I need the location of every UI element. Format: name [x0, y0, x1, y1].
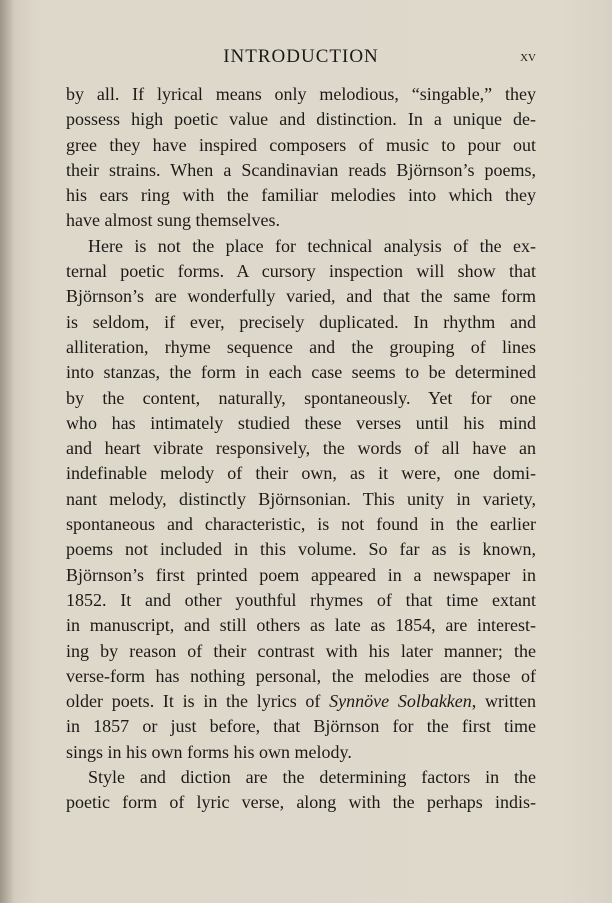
text-line: Björnson’s first printed poem appeared in a newspaper in — [66, 564, 536, 585]
text-line: is seldom, if ever, precisely duplicated. In rhythm and — [66, 311, 536, 332]
text-line: possess high poetic value and distinction. In a unique de- — [66, 109, 536, 130]
text-line: alliteration, rhyme sequence and the grouping of lines — [66, 336, 536, 357]
gutter-shadow — [0, 0, 14, 903]
text-line: Björnson’s are wonderfully varied, and that the same form — [66, 286, 536, 307]
text-line: into stanzas, the form in each case seems to be determined — [66, 362, 536, 383]
text-line: by the content, naturally, spontaneously. Yet for one — [66, 387, 536, 408]
text-line: indefinable melody of their own, as it were, one domi- — [66, 463, 536, 484]
novel-title: Synnöve Solbakken — [329, 691, 472, 712]
line-post: , written — [471, 691, 536, 712]
text-line: his ears ring with the familiar melodies into which they — [66, 185, 536, 206]
running-title: INTRODUCTION — [223, 46, 379, 67]
text-line-with-title — [66, 689, 536, 714]
text-line: have almost sung themselves. — [66, 210, 280, 231]
text-line: nant melody, distinctly Björnsonian. This unity in variety, — [66, 488, 536, 509]
text-line: by all. If lyrical means only melodious, “singable,” they — [66, 84, 536, 104]
text-line: ing by reason of their contrast with his later manner; the — [66, 640, 536, 661]
page-number: xv — [520, 48, 536, 65]
text-line: in manuscript, and still others as late as 1854, are interest- — [66, 615, 536, 636]
text-line: 1852. It and other youthful rhymes of that time extant — [66, 589, 536, 610]
text-line: gree they have inspired composers of music to pour out — [66, 134, 536, 155]
body-text — [66, 82, 536, 816]
text-line: in 1857 or just before, that Björnson for the first time — [66, 716, 536, 737]
text-line: Here is not the place for technical analysis of the ex- — [88, 235, 536, 256]
text-line: Style and diction are the determining factors in the — [88, 767, 536, 788]
text-line: poetic form of lyric verse, along with the perhaps indis- — [66, 792, 536, 813]
text-line: their strains. When a Scandinavian reads Björnson’s poems, — [66, 159, 536, 180]
text-line: poems not included in this volume. So far as is known, — [66, 539, 536, 560]
text-line: who has intimately studied these verses until his mind — [66, 412, 536, 433]
text-line: sings in his own forms his own melody. — [66, 741, 352, 762]
text-line: ternal poetic forms. A cursory inspection will show that — [66, 261, 536, 282]
text-line: verse-form has nothing personal, the melodies are those of — [66, 665, 536, 686]
text-line: spontaneous and characteristic, is not found in the earlier — [66, 514, 536, 535]
line-pre: older poets. It is in the lyrics of — [66, 691, 330, 712]
running-head — [66, 46, 536, 72]
text-line: and heart vibrate responsively, the words of all have an — [66, 438, 536, 459]
